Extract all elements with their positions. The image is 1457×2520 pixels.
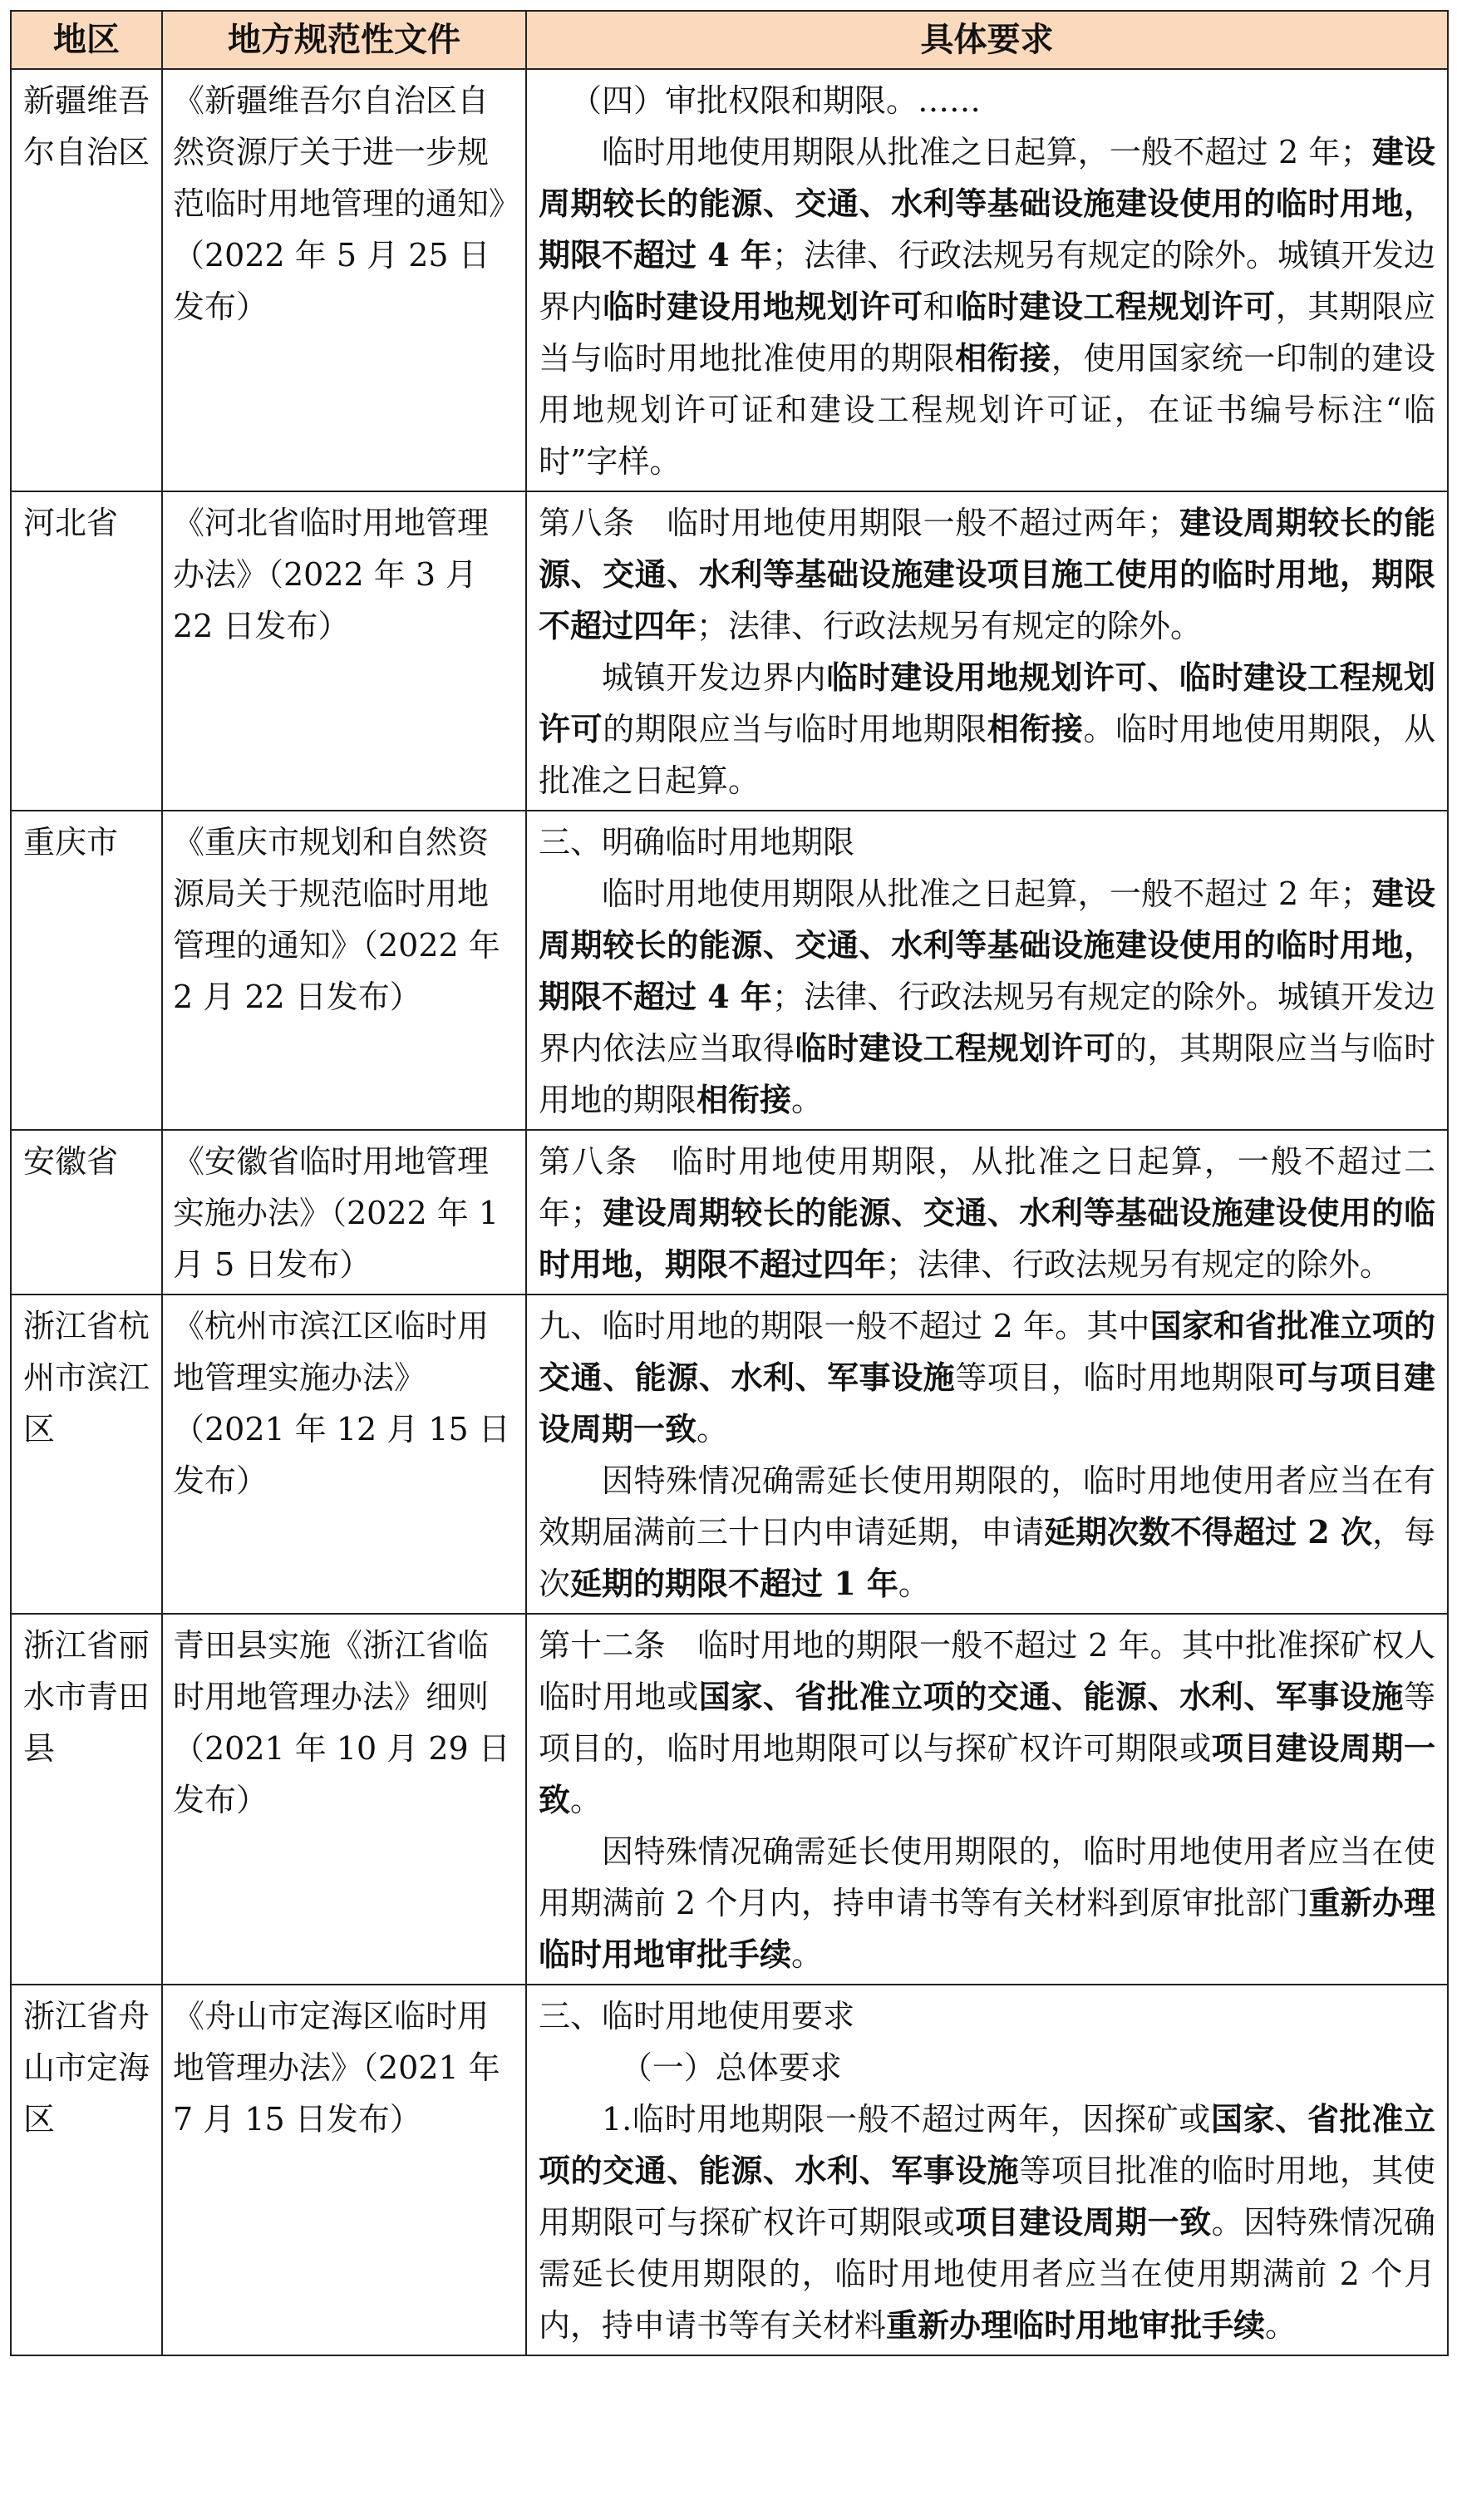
requirement-paragraph [539,1826,1435,1980]
region-cell: 浙江省杭州市滨江区 [11,1295,162,1614]
requirement-text: 。 [791,1082,824,1118]
requirement-text: 因特殊情况确需延长使用期限的，临时用地使用者应当在有效期届满前三十日内申请延期，申请 [539,1462,1435,1551]
requirements-cell [526,1295,1448,1614]
requirement-paragraph [539,75,1435,126]
emphasized-text: 可与项目建设周期一致 [539,1359,1435,1447]
requirements-cell [526,811,1448,1130]
header-document: 地方规范性文件 [162,11,526,69]
document-cell: 青田县实施《浙江省临时用地管理办法》细则（2021 年 10 月 29 日发布） [162,1614,526,1985]
requirements-cell [526,491,1448,811]
requirement-text: 等项目的，临时用地期限可以与探矿权许可期限或 [539,1679,1435,1767]
region-cell: 重庆市 [11,811,162,1130]
requirement-paragraph [539,1300,1435,1455]
emphasized-text: 延期的期限不超过 1 年 [570,1565,898,1602]
requirement-text: 的，其期限应当与临时用地的期限 [539,1030,1435,1118]
requirement-text: 。 [898,1566,930,1602]
requirements-cell [526,1985,1448,2355]
requirement-paragraph [539,816,1435,868]
document-cell: 《重庆市规划和自然资源局关于规范临时用地管理的通知》（2022 年 2 月 22 日发布） [162,811,526,1130]
requirement-text: 第十二条 临时用地的期限一般不超过 2 年。其中批准探矿权人临时用地或 [539,1627,1435,1715]
requirement-text: 临时用地使用期限从批准之日起算，一般不超过 2 年； [602,875,1372,912]
policy-table [10,10,1449,2356]
emphasized-text: 临时建设工程规划许可 [955,288,1276,325]
requirement-paragraph [539,126,1435,487]
header-requirements: 具体要求 [526,11,1448,69]
requirement-text: 九、临时用地的期限一般不超过 2 年。其中 [539,1308,1150,1344]
document-cell: 《杭州市滨江区临时用地管理实施办法》（2021 年 12 月 15 日发布） [162,1295,526,1614]
emphasized-text: 临时建设工程规划许可 [795,1029,1115,1067]
requirement-text: 等项目批准的临时用地，其使用期限可与探矿权许可期限或 [539,2153,1435,2241]
requirement-paragraph [539,1990,1435,2042]
requirement-text: 三、明确临时用地期限 [539,824,855,861]
requirement-text: ；法律、行政法规另有规定的除外。 [697,608,1203,644]
requirements-cell [526,69,1448,491]
requirement-paragraph [539,2093,1435,2351]
emphasized-text: 临时建设用地规划许可、临时建设工程规划许可 [539,658,1435,747]
document-cell: 《安徽省临时用地管理实施办法》（2022 年 1 月 5 日发布） [162,1130,526,1295]
document-cell: 《舟山市定海区临时用地管理办法》（2021 年 7 月 15 日发布） [162,1985,526,2355]
requirement-text: 第八条 临时用地使用期限，从批准之日起算，一般不超过二年； [539,1143,1435,1231]
region-cell: 安徽省 [11,1130,162,1295]
emphasized-text: 国家、省批准立项的交通、能源、水利、军事设施 [698,1678,1404,1715]
requirement-text: （四）审批权限和期限。…… [570,82,982,119]
requirements-cell [526,1130,1448,1295]
table-row [11,1295,1448,1614]
requirement-text: 因特殊情况确需延长使用期限的，临时用地使用者应当在使用期满前 2 个月内，持申请书等有关材料到原审批部门 [539,1833,1435,1921]
requirement-text: 城镇开发边界内 [602,659,827,696]
requirement-paragraph [539,1455,1435,1610]
region-cell: 河北省 [11,491,162,811]
table-row [11,1985,1448,2355]
emphasized-text: 延期次数不得超过 2 次 [1044,1513,1372,1551]
table-header-row [11,11,1448,69]
requirement-paragraph [539,497,1435,652]
requirement-text: 。因特殊情况确需延长使用期限的，临时用地使用者应当在使用期满前 2 个月内，持申请书等有关材料 [539,2204,1435,2344]
requirement-text: 等项目，临时用地期限 [955,1359,1276,1396]
emphasized-text: 相衔接 [697,1081,792,1118]
emphasized-text: 项目建设周期一致 [539,1729,1435,1818]
table-row [11,69,1448,491]
emphasized-text: 建设周期较长的能源、交通、水利等基础设施建设使用的临时用地，期限不超过 4 年 [539,875,1435,1015]
requirement-text: 的期限应当与临时用地期限 [603,711,987,747]
emphasized-text: 国家、省批准立项的交通、能源、水利、军事设施 [539,2100,1435,2189]
emphasized-text: 建设周期较长的能源、交通、水利等基础设施建设使用的临时用地，期限不超过四年 [539,1194,1435,1283]
emphasized-text: 相衔接 [955,339,1051,377]
requirement-text: 第八条 临时用地使用期限一般不超过两年； [539,505,1179,541]
policy-table-container [10,10,1447,2356]
requirement-text: 。 [1265,2307,1297,2344]
table-row [11,811,1448,1130]
emphasized-text: 重新办理临时用地审批手续 [886,2306,1266,2344]
requirement-text: 三、临时用地使用要求 [539,1998,855,2034]
header-region: 地区 [11,11,162,69]
table-row [11,1130,1448,1295]
emphasized-text: 重新办理临时用地审批手续 [539,1884,1435,1973]
emphasized-text: 项目建设周期一致 [955,2203,1212,2241]
requirement-paragraph [539,868,1435,1126]
emphasized-text: 临时建设用地规划许可 [603,288,923,325]
requirement-paragraph [539,2042,1435,2093]
requirement-text: 。 [697,1411,729,1447]
requirement-text: ，使用国家统一印制的建设用地规划许可证和建设工程规划许可证，在证书编号标注“临时”字样。 [539,340,1435,480]
table-body [11,69,1448,2355]
region-cell: 浙江省舟山市定海区 [11,1985,162,2355]
emphasized-text: 建设周期较长的能源、交通、水利等基础设施建设项目施工使用的临时用地，期限不超过四年 [539,504,1435,644]
table-row [11,1614,1448,1985]
requirement-text: （一）总体要求 [620,2049,842,2086]
requirement-paragraph [539,1136,1435,1290]
emphasized-text: 国家和省批准立项的交通、能源、水利、军事设施 [539,1307,1435,1396]
requirement-text: ；法律、行政法规另有规定的除外。城镇开发边界内依法应当取得 [539,979,1435,1067]
requirement-text: 和 [923,288,956,325]
requirement-text: 临时用地使用期限从批准之日起算，一般不超过 2 年； [602,134,1372,170]
requirements-cell [526,1614,1448,1985]
requirement-text: 1.临时用地期限一般不超过两年，因探矿或 [602,2101,1211,2138]
requirement-text: ；法律、行政法规另有规定的除外。 [886,1246,1392,1283]
requirement-paragraph [539,652,1435,806]
requirement-text: ，其期限应当与临时用地批准使用的期限 [539,288,1435,377]
requirement-text: 。 [791,1936,824,1973]
emphasized-text: 相衔接 [987,710,1084,747]
requirement-text: 。 [570,1782,603,1818]
table-row [11,491,1448,811]
document-cell: 《新疆维吾尔自治区自然资源厅关于进一步规范临时用地管理的通知》（2022 年 5 月 25 日发布） [162,69,526,491]
requirement-paragraph [539,1620,1435,1826]
document-cell: 《河北省临时用地管理办法》（2022 年 3 月 22 日发布） [162,491,526,811]
emphasized-text: 建设周期较长的能源、交通、水利等基础设施建设使用的临时用地，期限不超过 4 年 [539,133,1435,274]
region-cell: 浙江省丽水市青田县 [11,1614,162,1985]
region-cell: 新疆维吾尔自治区 [11,69,162,491]
requirement-text: ，每次 [539,1514,1435,1602]
requirement-text: 。临时用地使用期限，从批准之日起算。 [539,711,1435,799]
requirement-text: ；法律、行政法规另有规定的除外。城镇开发边界内 [539,237,1435,325]
